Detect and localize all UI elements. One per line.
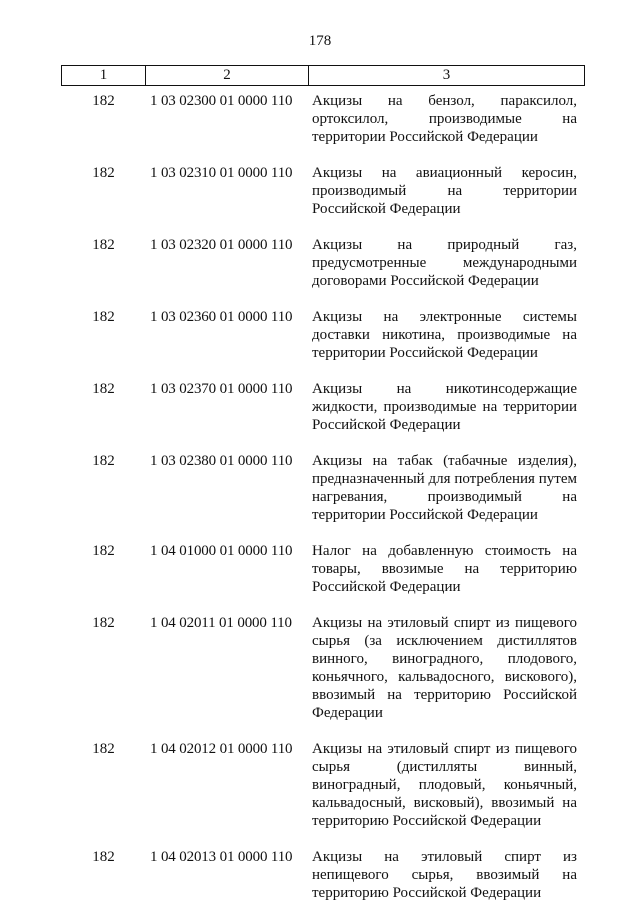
table-row (61, 92, 585, 146)
table-row (61, 740, 585, 830)
budget-code-cell: 1 04 02012 01 0000 110 (150, 741, 293, 757)
budget-code-cell: 1 03 02360 01 0000 110 (150, 309, 293, 325)
budget-code-cell: 1 03 02310 01 0000 110 (150, 165, 293, 181)
budget-code-cell: 1 04 02011 01 0000 110 (150, 615, 292, 631)
agency-code-cell: 182 (92, 309, 115, 325)
table-row (61, 542, 585, 596)
table-row (61, 848, 585, 902)
agency-code-cell: 182 (92, 849, 115, 865)
agency-code-cell: 182 (92, 543, 115, 559)
income-name-cell: Акцизы на этиловый спирт из пищевого сырья (за исключением дистиллятов винного, виноградного, плодового, коньячного, кальвадосного, вискового), ввозимый на территорию Российской Федерации (312, 615, 577, 721)
income-name-cell: Акцизы на авиационный керосин, производимый на территории Российской Федерации (312, 165, 577, 217)
table-row (61, 236, 585, 290)
header-col-1: 1 (99, 67, 108, 83)
table-body (61, 92, 585, 920)
agency-code-cell: 182 (92, 615, 115, 631)
budget-code-cell: 1 04 02013 01 0000 110 (150, 849, 293, 865)
income-name-cell: Акцизы на табак (табачные изделия), предназначенный для потребления путем нагревания, производимый на территории Российской Федерации (312, 453, 577, 523)
agency-code-cell: 182 (92, 381, 115, 397)
budget-code-cell: 1 03 02370 01 0000 110 (150, 381, 293, 397)
income-name-cell: Акцизы на электронные системы доставки никотина, производимые на территории Российской Федерации (312, 309, 577, 361)
budget-code-cell: 1 04 01000 01 0000 110 (150, 543, 293, 559)
agency-code-cell: 182 (92, 93, 115, 109)
table-row (61, 308, 585, 362)
agency-code-cell: 182 (92, 453, 115, 469)
header-col-3: 3 (308, 66, 584, 85)
income-name-cell: Акцизы на природный газ, предусмотренные международными договорами Российской Федерации (312, 237, 577, 289)
income-name-cell: Акцизы на никотинсодержащие жидкости, производимые на территории Российской Федерации (312, 381, 577, 433)
income-name-cell: Акцизы на бензол, параксилол, ортоксилол, производимые на территории Российской Федерации (312, 93, 577, 145)
table-header (61, 65, 585, 86)
agency-code-cell: 182 (92, 741, 115, 757)
income-name-cell: Налог на добавленную стоимость на товары, ввозимые на территорию Российской Федерации (312, 543, 577, 595)
budget-code-cell: 1 03 02300 01 0000 110 (150, 93, 293, 109)
table-row (61, 614, 585, 722)
agency-code-cell: 182 (92, 237, 115, 253)
header-col-2: 2 (145, 66, 308, 85)
table-row (61, 164, 585, 218)
budget-code-cell: 1 03 02320 01 0000 110 (150, 237, 293, 253)
table-row (61, 452, 585, 524)
agency-code-cell: 182 (92, 165, 115, 181)
table-row (61, 380, 585, 434)
budget-code-cell: 1 03 02380 01 0000 110 (150, 453, 293, 469)
income-name-cell: Акцизы на этиловый спирт из пищевого сырья (дистилляты винный, виноградный, плодовый, коньячный, кальвадосный, висковый), ввозимый на территорию Российской Федерации (312, 741, 577, 829)
page-number: 178 (308, 33, 332, 49)
income-name-cell: Акцизы на этиловый спирт из непищевого сырья, ввозимый на территорию Российской Федерации (312, 849, 577, 901)
